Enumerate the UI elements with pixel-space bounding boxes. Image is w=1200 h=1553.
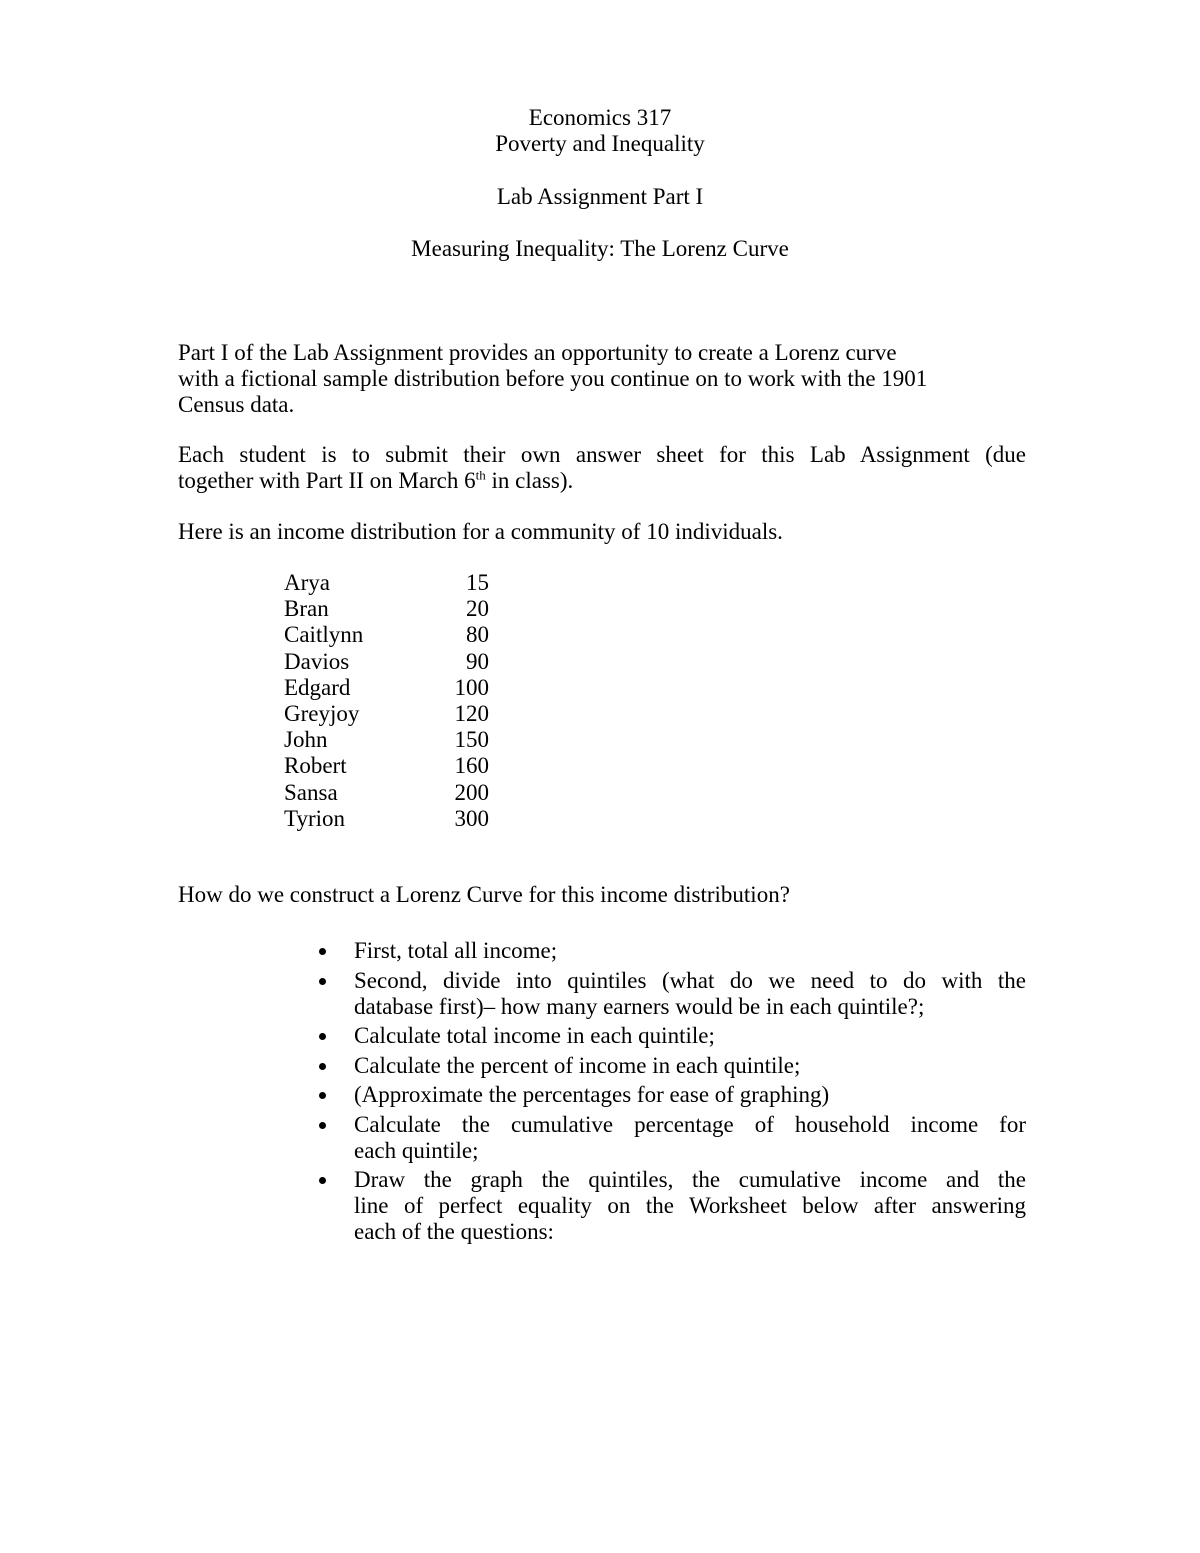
- submission-paragraph: [178, 442, 1026, 494]
- intro-line-3: Census data.: [178, 392, 295, 417]
- list-item: [316, 938, 1026, 964]
- intro-paragraph: [178, 340, 1026, 418]
- construction-question: How do we construct a Lorenz Curve for this income distribution?: [178, 882, 790, 907]
- submission-line-1: Each student is to submit their own answer sheet for this Lab Assignment (due: [178, 442, 1026, 467]
- ordinal-suffix: th: [475, 467, 486, 483]
- step-line: (Approximate the percentages for ease of graphing): [354, 1082, 830, 1107]
- person-name: Caitlynn: [284, 622, 364, 648]
- step-line: database first)– how many earners would be in each quintile?;: [354, 993, 925, 1019]
- table-row: [284, 622, 489, 648]
- person-name: Greyjoy: [284, 700, 360, 726]
- steps-list: [316, 938, 1026, 1249]
- step-line: Calculate the percent of income in each quintile;: [354, 1052, 801, 1078]
- step-text: [354, 1112, 1026, 1164]
- person-name: Edgard: [284, 674, 351, 700]
- bullet-icon: [319, 1033, 326, 1040]
- step-text: [354, 938, 1026, 964]
- bullet-icon: [319, 1092, 326, 1099]
- list-item: [316, 1167, 1026, 1245]
- step-line: Draw the graph the quintiles, the cumulative income and the: [354, 1167, 1026, 1192]
- person-income: 200: [454, 779, 489, 805]
- person-name: Arya: [284, 570, 330, 595]
- table-row: [284, 675, 489, 701]
- course-subtitle: Poverty and Inequality: [495, 131, 705, 156]
- step-line: Calculate total income in each quintile;: [354, 1023, 715, 1048]
- step-text: [354, 1082, 1026, 1108]
- person-income: 15: [466, 570, 489, 595]
- list-item: [316, 1023, 1026, 1049]
- submission-line-2-end: in class).: [485, 468, 574, 493]
- bullet-icon: [319, 948, 326, 955]
- bullet-icon: [319, 1177, 326, 1184]
- person-name: Bran: [284, 596, 329, 622]
- person-income: 100: [454, 674, 489, 700]
- table-row: [284, 806, 489, 832]
- list-item: [316, 968, 1026, 1020]
- step-line: Calculate the cumulative percentage of household income for: [354, 1111, 1026, 1137]
- person-name: John: [284, 727, 328, 753]
- intro-line-1: Part I of the Lab Assignment provides an opportunity to create a Lorenz curve: [178, 340, 897, 365]
- table-row: [284, 753, 489, 779]
- person-income: 120: [454, 700, 489, 726]
- person-name: Tyrion: [284, 805, 345, 831]
- table-row: [284, 570, 489, 596]
- distribution-intro: Here is an income distribution for a community of 10 individuals.: [178, 519, 783, 544]
- topic-title: Measuring Inequality: The Lorenz Curve: [411, 236, 789, 261]
- list-item: [316, 1053, 1026, 1079]
- table-row: [284, 649, 489, 675]
- step-text: [354, 1023, 1026, 1049]
- step-text: [354, 968, 1026, 1020]
- person-name: Robert: [284, 753, 347, 779]
- person-income: 20: [466, 596, 489, 622]
- bullet-icon: [319, 978, 326, 985]
- step-text: [354, 1167, 1026, 1245]
- person-income: 80: [466, 622, 489, 648]
- table-row: [284, 780, 489, 806]
- person-income: 90: [466, 648, 489, 674]
- person-income: 160: [454, 753, 489, 779]
- course-title: Economics 317: [528, 105, 672, 130]
- table-row: [284, 727, 489, 753]
- intro-line-2: with a fictional sample distribution before you continue on to work with the 1901: [178, 366, 928, 391]
- step-line: each quintile;: [354, 1137, 479, 1163]
- bullet-icon: [319, 1063, 326, 1070]
- submission-line-2: [178, 468, 1026, 494]
- step-line: line of perfect equality on the Worksheet below after answering: [354, 1193, 1026, 1218]
- table-row: [284, 596, 489, 622]
- income-table: [284, 570, 489, 832]
- submission-line-2-start: together with Part II on March 6: [178, 468, 476, 493]
- step-line: Second, divide into quintiles (what do we need to do with the: [354, 967, 1026, 993]
- table-row: [284, 701, 489, 727]
- step-line: each of the questions:: [354, 1219, 554, 1244]
- person-name: Davios: [284, 648, 350, 674]
- assignment-title: Lab Assignment Part I: [496, 184, 704, 209]
- list-item: [316, 1112, 1026, 1164]
- person-income: 300: [454, 805, 489, 831]
- step-line: First, total all income;: [354, 938, 558, 963]
- person-income: 150: [454, 727, 489, 753]
- step-text: [354, 1053, 1026, 1079]
- bullet-icon: [319, 1122, 326, 1129]
- list-item: [316, 1082, 1026, 1108]
- person-name: Sansa: [284, 779, 338, 805]
